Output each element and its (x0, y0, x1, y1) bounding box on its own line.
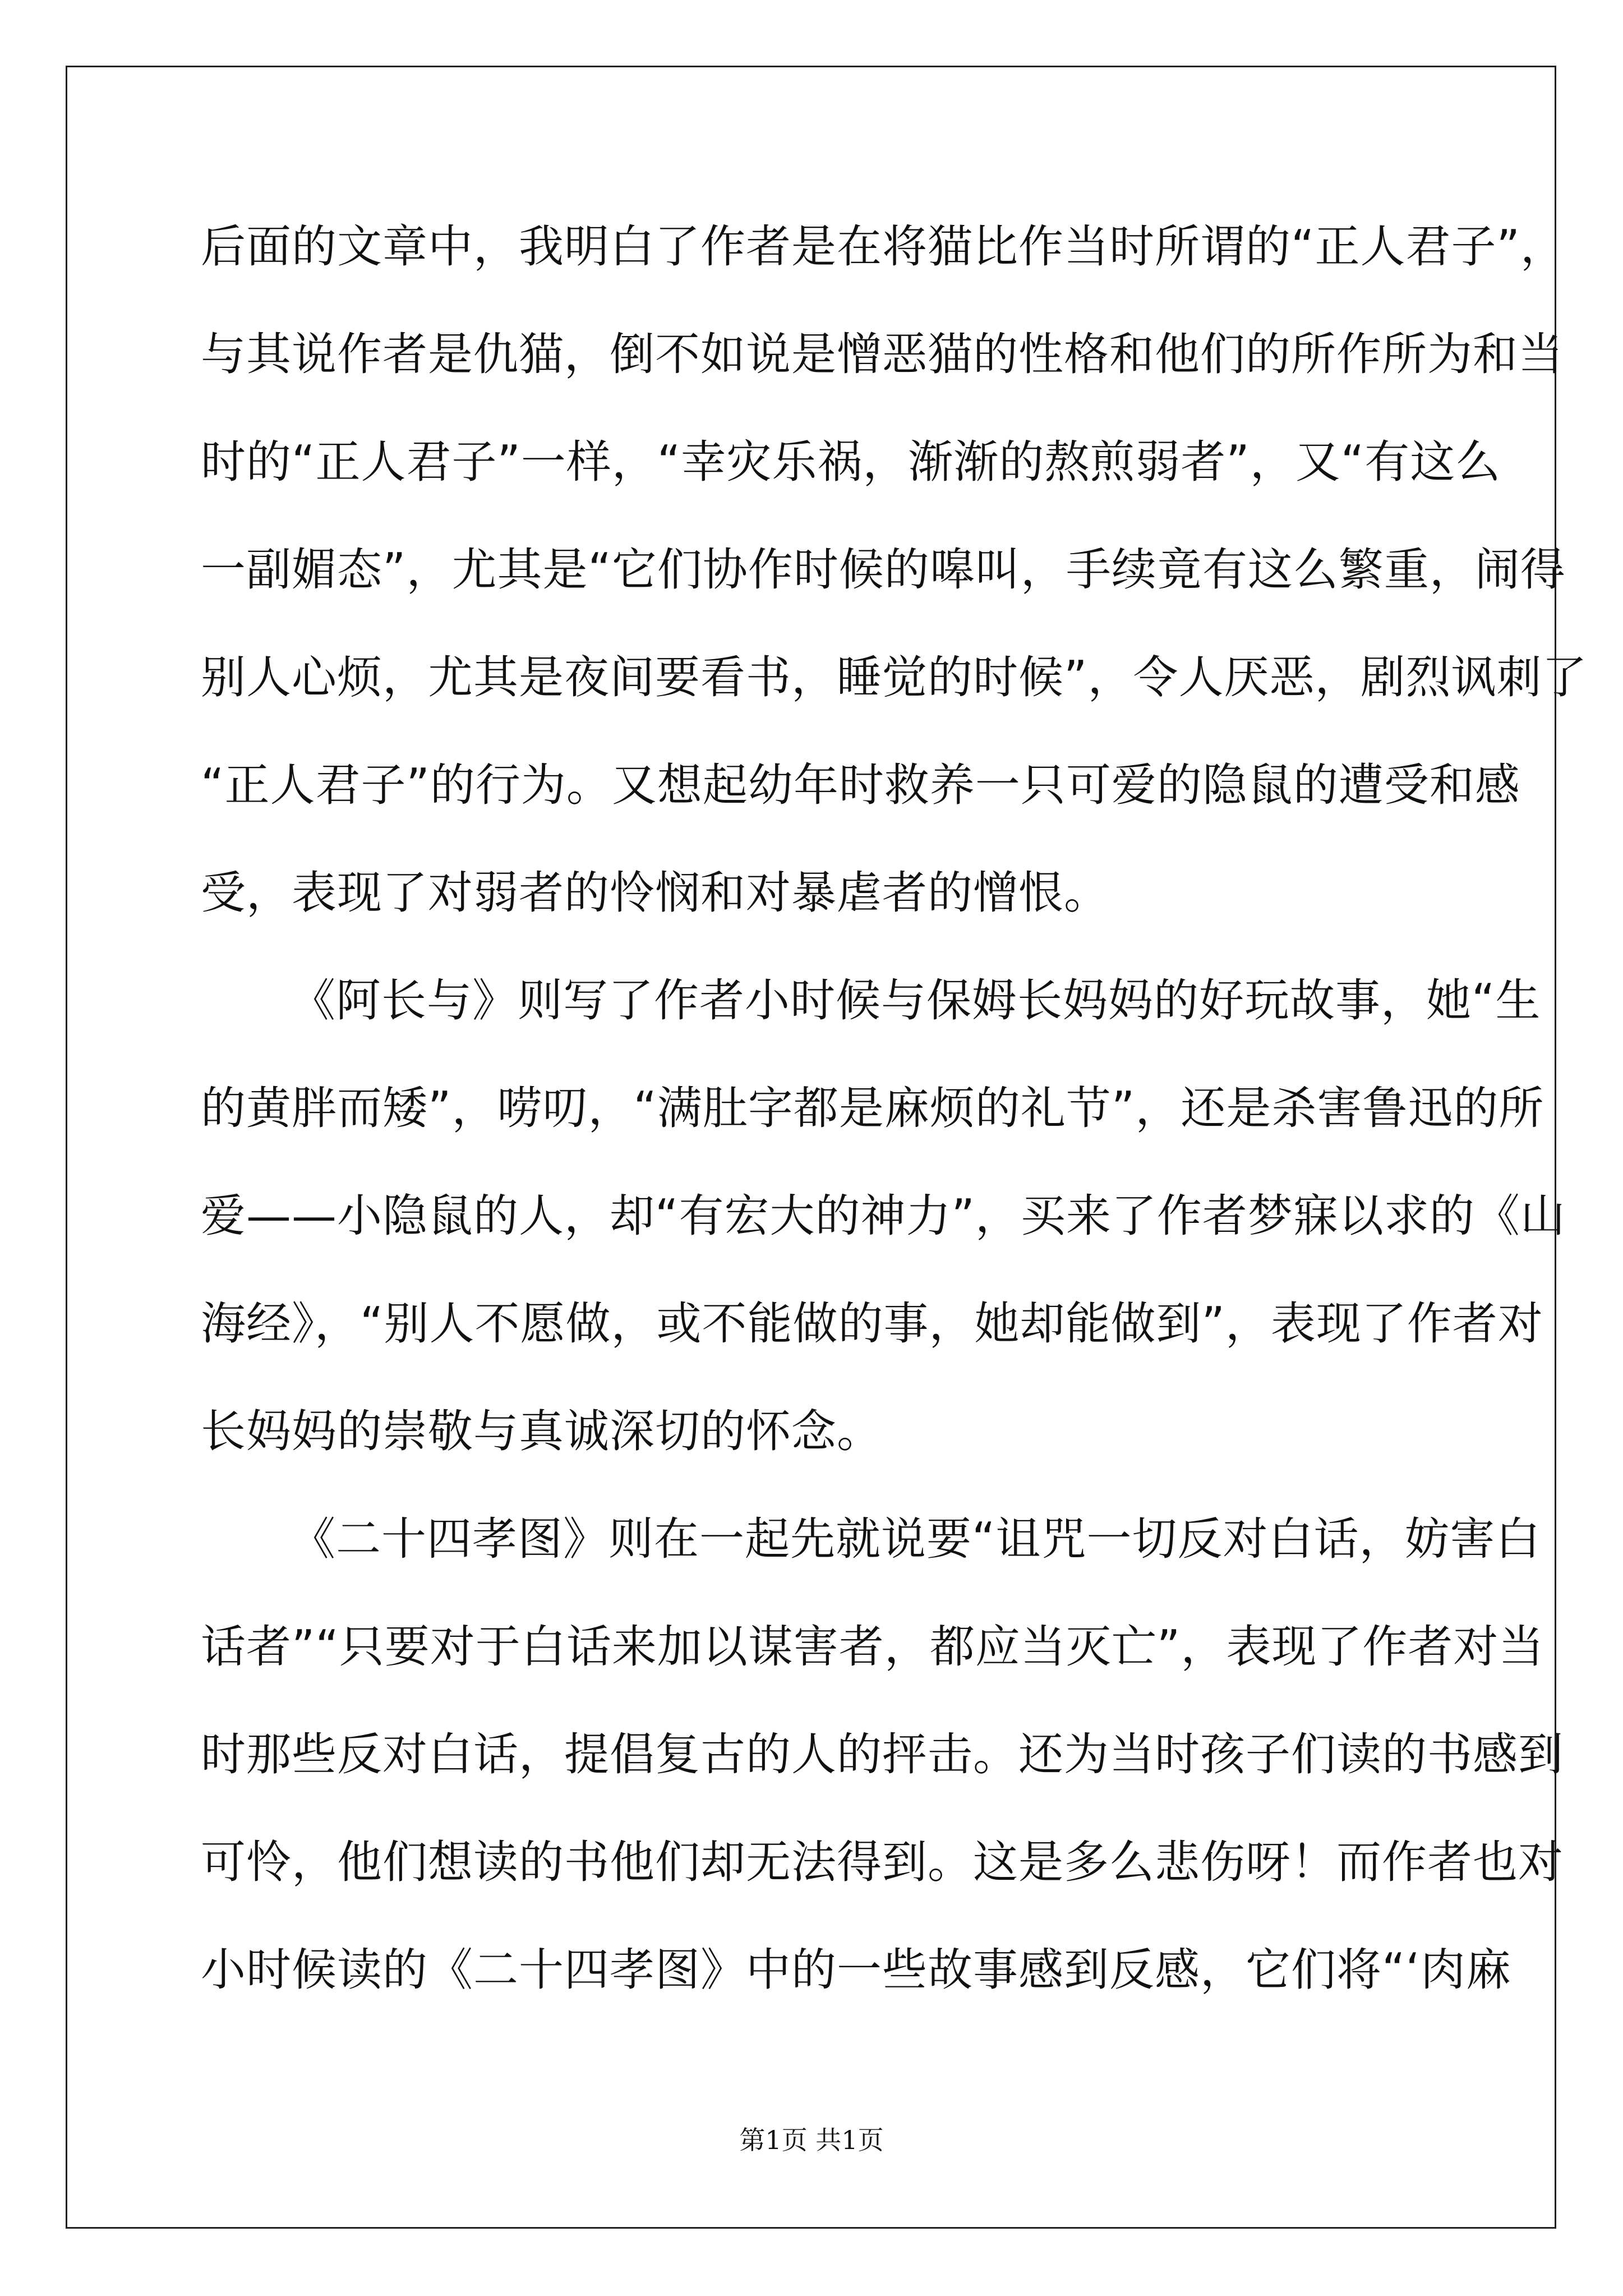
text-line: 小时候读的《二十四孝图》中的一些故事感到反感，它们将“‘肉麻 (201, 1944, 1511, 1996)
text-line: 后面的文章中，我明白了作者是在将猫比作当时所谓的“正人君子”， (201, 220, 1566, 273)
text-line: 别人心烦，尤其是夜间要看书，睡觉的时候”，令人厌恶，剧烈讽刺了 (201, 651, 1588, 703)
text-line: 时那些反对白话，提倡复古的人的抨击。还为当时孩子们读的书感到 (201, 1728, 1564, 1780)
text-line: 《阿长与》则写了作者小时候与保姆长妈妈的好玩故事，她“生 (291, 974, 1541, 1027)
text-line: 可怜，他们想读的书他们却无法得到。这是多么悲伤呀！而作者也对 (201, 1836, 1564, 1888)
text-line: 的黄胖而矮”，唠叨，“满肚字都是麻烦的礼节”，还是杀害鲁迅的所 (201, 1082, 1544, 1134)
text-line: 话者”“只要对于白话来加以谋害者，都应当灭亡”，表现了作者对当 (201, 1621, 1544, 1673)
text-line: 爱——小隐鼠的人，却“有宏大的神力”，买来了作者梦寐以求的《山 (201, 1190, 1566, 1242)
text-line: 《二十四孝图》则在一起先就说要“诅咒一切反对白话，妨害白 (291, 1513, 1541, 1565)
page-number-footer: 第1页 共1页 (739, 2125, 884, 2155)
text-line: 一副媚态”，尤其是“它们协作时候的嗥叫，手续竟有这么繁重，闹得 (201, 544, 1566, 596)
text-line: 与其说作者是仇猫，倒不如说是憎恶猫的性格和他们的所作所为和当 (201, 328, 1564, 380)
text-line: 长妈妈的崇敬与真诚深切的怀念。 (201, 1405, 882, 1457)
text-line: 时的“正人君子”一样，“幸灾乐祸，渐渐的熬煎弱者”，又“有这么 (201, 436, 1501, 488)
text-line: “正人君子”的行为。又想起幼年时救养一只可爱的隐鼠的遭受和感 (201, 759, 1520, 811)
text-line: 海经》，“别人不愿做，或不能做的事，她却能做到”，表现了作者对 (201, 1297, 1543, 1350)
text-line: 受，表现了对弱者的怜悯和对暴虐者的憎恨。 (201, 867, 1109, 919)
page-border (66, 66, 1556, 2229)
